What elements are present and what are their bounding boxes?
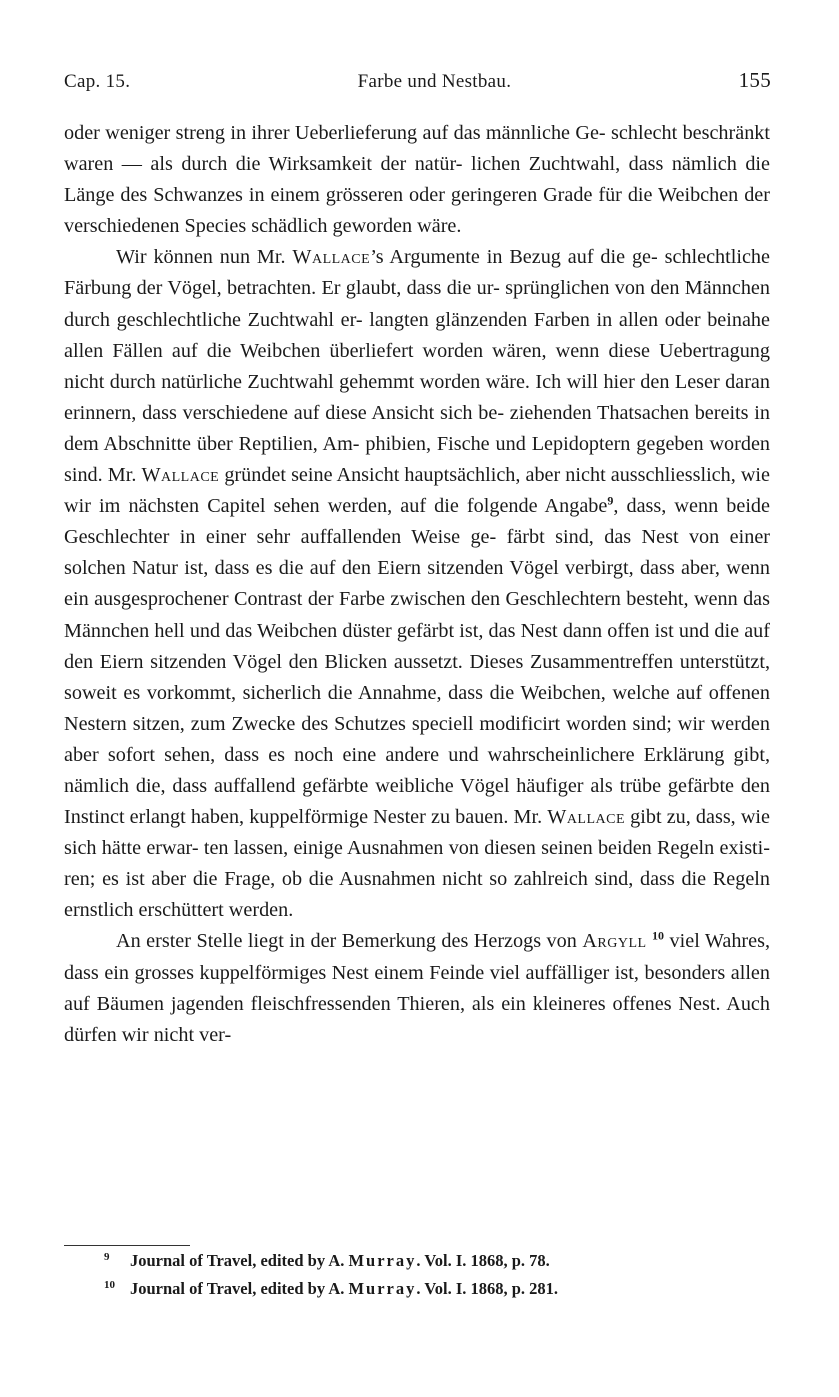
text-line: grösseren oder geringeren Grade für die Weibchen der verschiedenen — [64, 184, 770, 238]
footnote-author: Murray — [348, 1251, 417, 1270]
author-name: Wallace — [141, 464, 220, 487]
text-line: lichen Zuchtwahl, dass nämlich die Länge des Schwanzes in einem — [64, 153, 770, 207]
footnote-mark: 10 — [104, 1279, 115, 1291]
footnote-mark: 9 — [104, 1251, 110, 1263]
text-line: schlecht beschränkt waren — als durch die Wirksamkeit der natür- — [64, 122, 771, 176]
author-name: Wallace — [292, 246, 371, 269]
text-run: gibt zu, dass, wie sich hätte erwar- ten lassen, einige Ausnahmen von diesen seinen beiden Regeln existi- ren; es ist aber die Frage, ob die Ausnahmen nicht so zahlreich sind, dass die Regeln ernstlich erschüttert werden. — [64, 806, 770, 922]
running-title: Farbe und Nestbau. — [357, 71, 512, 92]
paragraph-2 — [64, 242, 770, 926]
author-name: Wallace — [547, 806, 626, 829]
footnote-text: . Vol. I. 1868, p. 78. — [416, 1251, 550, 1270]
text-line: Species schädlich geworden wäre. — [184, 215, 462, 238]
author-name: Argyll — [582, 930, 647, 953]
footnote-ref-9[interactable]: 9 — [607, 493, 614, 508]
footnote-9 — [104, 1248, 764, 1276]
running-header — [64, 68, 771, 93]
text-run: gründet seine Ansicht hauptsächlich, aber nicht ausschliesslich, wie wir im nächsten Capitel sehen werden, auf die folgende Angabe — [64, 464, 770, 518]
footnote-ref-10[interactable]: 10 — [652, 928, 665, 943]
paragraph-1 — [64, 118, 770, 242]
page-number: 155 — [738, 68, 771, 92]
footnote-author: Murray — [348, 1279, 417, 1298]
chapter-label: Cap. 15. — [64, 71, 131, 92]
text-run: ’s Argumente in Bezug auf die ge- schlechtliche Färbung der Vögel, betrachten. Er glaubt, dass die ur- sprünglichen von den Männchen durch geschlechtliche Zuchtwahl er- langten glänzenden Farben in allen oder beinahe allen Fällen auf die Weibchen überliefert worden wären, wenn diese Uebertragung nicht durch natürliche Zuchtwahl gehemmt worden wäre. Ich will hier den Leser daran erinnern, dass verschiedene auf diese Ansicht sich be- ziehenden Thatsachen bereits in dem Abschnitte über Reptilien, Am- phibien, Fische und Lepidoptern gegeben worden sind. Mr. — [64, 246, 770, 487]
body-text — [64, 118, 770, 1051]
footnote-10 — [104, 1276, 764, 1304]
footnotes — [104, 1248, 764, 1304]
footnote-text: Journal of Travel, edited by A. — [130, 1279, 345, 1298]
text-run: An erster Stelle liegt in der Bemerkung des Herzogs von — [116, 930, 583, 953]
footnote-text: . Vol. I. 1868, p. 281. — [416, 1279, 559, 1298]
text-run: Wir können nun Mr. — [116, 246, 293, 269]
text-run: , dass, wenn beide Geschlechter in einer sehr auffallenden Weise ge- färbt sind, das Nest von einer solchen Natur ist, dass es die auf den Eiern sitzenden Vögel verbirgt, dass aber, wenn ein ausgesprochener Contrast der Farbe zwischen den Geschlechtern besteht, wenn das Männchen hell und das Weibchen düster gefärbt ist, das Nest dann offen ist und die auf den Eiern sitzenden Vögel den Blicken aussetzt. Dieses Zusammentreffen unterstützt, soweit es vorkommt, sicherlich die Annahme, dass die Weibchen, welche auf offenen Nestern sitzen, zum Zwecke des Schutzes speciell modificirt worden sind; wir werden aber sofort sehen, dass es noch eine andere und wahrscheinlichere Erklärung gibt, nämlich die, dass auffallend gefärbte weibliche Vögel häufiger als trübe gefärbte den Instinct erlangt haben, kuppelförmige Nester zu bauen. Mr. — [64, 495, 770, 829]
text-run: viel Wahres, dass ein grosses kuppelförmiges Nest einem Feinde viel auffälliger ist, besonders allen auf Bäumen jagenden fleischfressenden Thieren, als ein kleineres offenes Nest. Auch dürfen wir nicht ver- — [64, 930, 770, 1046]
footnote-text: Journal of Travel, edited by A. — [130, 1251, 345, 1270]
text-line: oder weniger streng in ihrer Ueberlieferung auf das männliche Ge- — [64, 122, 606, 144]
paragraph-3 — [64, 926, 770, 1050]
